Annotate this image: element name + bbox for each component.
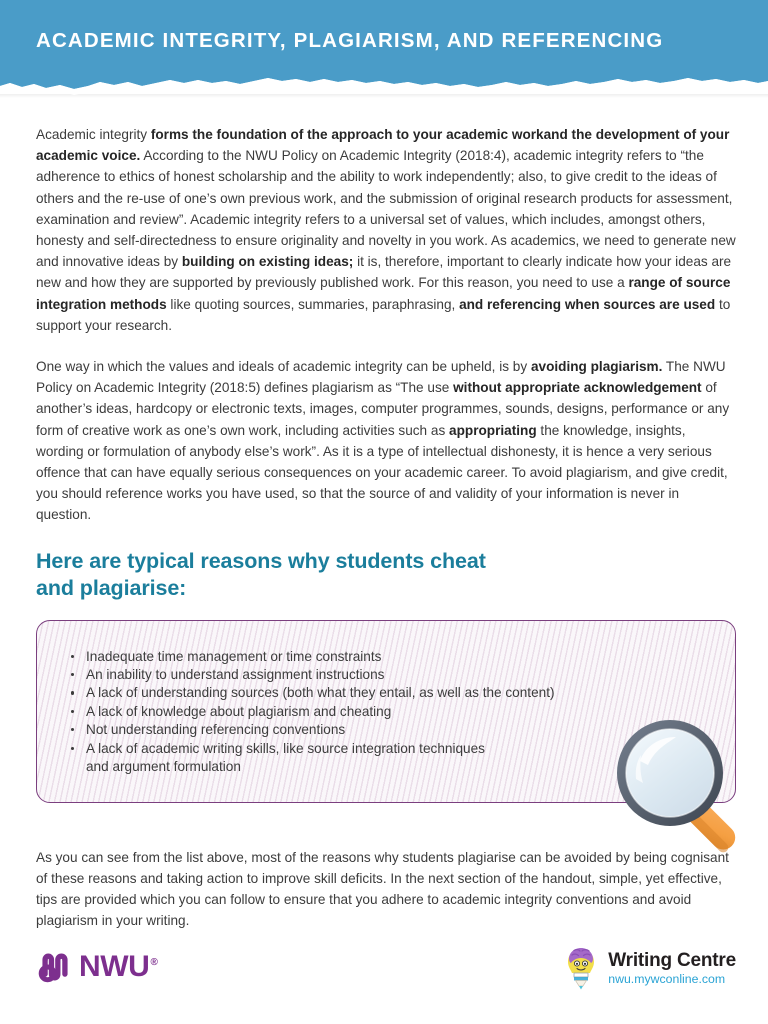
page-footer — [0, 914, 768, 1024]
paragraph-spacer — [36, 336, 736, 356]
p1-seg9: to support your research. — [36, 296, 731, 333]
bullet-icon — [71, 691, 74, 694]
header-banner — [0, 0, 768, 92]
section-heading — [36, 548, 736, 602]
writing-centre-logo — [563, 946, 736, 990]
p2-seg1: One way in which the values and ideals of academic integrity can be upheld, is by — [36, 359, 531, 375]
list-item — [67, 666, 705, 684]
magnifying-glass-icon — [610, 713, 758, 861]
paragraph-plagiarism — [36, 356, 736, 526]
bullet-icon — [71, 747, 74, 750]
bullet-icon — [71, 673, 74, 676]
writing-centre-title: Writing Centre — [608, 949, 736, 971]
writing-centre-text — [608, 950, 736, 987]
section-heading-line1: Here are typical reasons why students cheat — [36, 548, 486, 573]
p2-seg2-bold: avoiding plagiarism. — [530, 359, 663, 375]
bullet-icon — [71, 710, 74, 713]
p2-seg3: The NWU Policy on Academic Integrity (2018:5) defines plagiarism as “The use — [36, 359, 726, 396]
reasons-box-wrapper — [36, 620, 736, 803]
nwu-wordmark-text: NWU — [79, 950, 150, 983]
p1-seg3: According to the NWU Policy on Academic Integrity (2018:4), academic integrity refers to “the adherence to ethics of honest scholarship and the ability to work independently; also, to give credit to the ideas of others and the re-use of one’s own previous work, and the submission of original research products for assessment, examination and review”. Academic integrity refers to a universal set of values, which includes, amongst others, honesty and self-directedness to ensure originality and novelty in you work. As academics, we need to generate new and innovative ideas by — [36, 148, 736, 270]
list-item-label-continued: and argument formulation — [86, 759, 241, 775]
p1-seg7: like quoting sources, summaries, paraphrasing, — [166, 296, 460, 312]
p1-seg2-bold: forms the foundation of the approach to your academic workand the development of your academic voice. — [36, 127, 730, 164]
nwu-interlock-logo-icon — [38, 950, 72, 984]
list-item-label: An inability to understand assignment instructions — [86, 667, 385, 683]
writing-centre-url[interactable]: nwu.mywconline.com — [608, 971, 726, 986]
list-item-label: A lack of academic writing skills, like source integration techniques — [86, 740, 485, 756]
list-item-label: A lack of understanding sources (both what they entail, as well as the content) — [86, 685, 555, 701]
registered-trademark-icon: ® — [150, 957, 158, 968]
p1-seg1: Academic integrity — [36, 127, 151, 142]
lightbulb-brain-icon — [563, 946, 599, 990]
paragraph-academic-integrity — [36, 124, 736, 336]
nwu-wordmark — [79, 952, 157, 982]
document-content — [36, 124, 736, 931]
p2-seg4-bold: without appropriate acknowledgement — [453, 380, 702, 396]
p1-seg6-bold: range of source integration methods — [36, 275, 731, 312]
list-item-label: A lack of knowledge about plagiarism and cheating — [86, 703, 392, 719]
p2-seg6-bold: appropriating — [449, 422, 537, 438]
p1-seg4-bold: building on existing ideas; — [181, 254, 354, 270]
section-heading-line2: and plagiarise: — [36, 575, 187, 600]
list-item-label: Inadequate time management or time constraints — [86, 648, 382, 664]
paragraph-closing: As you can see from the list above, most of the reasons why students plagiarise can be avoided by being cognisant of these reasons and taking action to improve skill deficits. In the next section of the handout, simple, yet effective, tips are provided which you can follow to ensure that you adhere to academic integrity conventions and avoid plagiarism in your writing. — [36, 849, 729, 929]
p2-seg5: of another’s ideas, hardcopy or electronic texts, images, computer programmes, sounds, designs, performance or any form of creative work as one’s own work, including activities such as — [36, 380, 730, 438]
list-item — [67, 648, 705, 666]
p1-seg5: it is, therefore, important to clearly indicate how your ideas are new and how they are supported by previously published work. For this reason, you need to use a — [36, 254, 732, 291]
page-title: ACADEMIC INTEGRITY, PLAGIARISM, AND REFERENCING — [36, 29, 664, 52]
bullet-icon — [71, 655, 74, 658]
p2-seg7: the knowledge, insights, wording or formulation of anybody else’s work”. As it is a type of intellectual dishonesty, it is hence a very serious offence that can have equally serious consequences on your academic career. To avoid plagiarism, and give credit, you should reference works you have used, so that the source of and validity of your information is never in question. — [36, 422, 728, 523]
list-item — [67, 684, 705, 702]
nwu-logo — [38, 950, 157, 984]
list-item-label: Not understanding referencing conventions — [86, 722, 346, 738]
bullet-icon — [71, 728, 74, 731]
p1-seg8-bold: and referencing when sources are used — [459, 296, 716, 312]
